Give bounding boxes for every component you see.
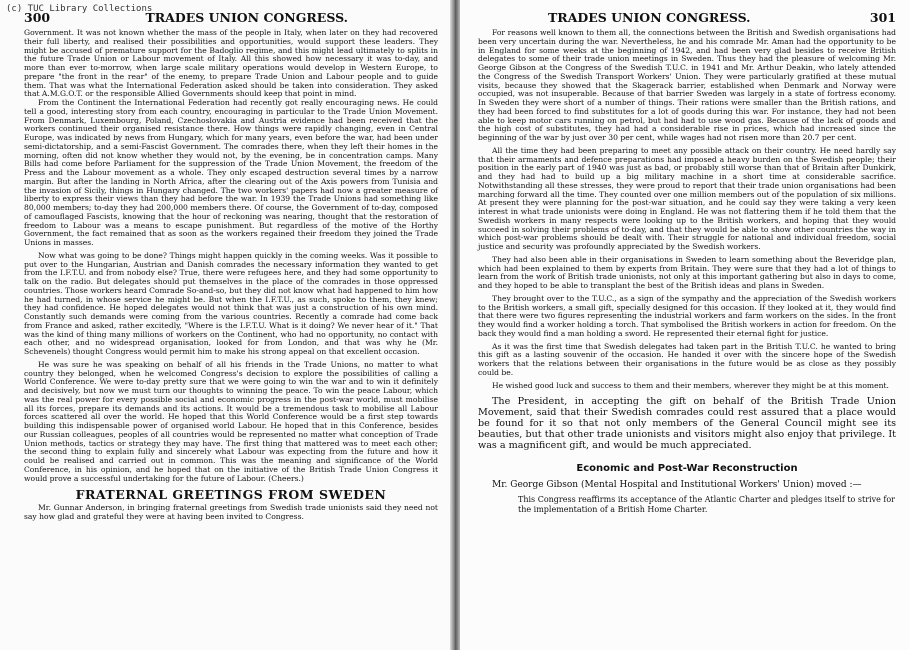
mover-line: Mr. George Gibson (Mental Hospital and Institutional Workers' Union) moved :—	[492, 480, 862, 491]
paragraph: As it was the first time that Swedish delegates had taken part in the British T.U.C. he wanted to bring this gift as a lasting souvenir of the occasion. He handed it over with the sincere hope of the Swedish workers that the relations between their organisations in the future would be as close as they possibly could be.	[478, 341, 896, 377]
paragraph: Now what was going to be done? Things might happen quickly in the coming weeks. Was it possible to put over to the Hungarian, Austrian and Danish comrades the necessary information they wanted to get from the I.F.T.U. and from nobody else? True, there were refugees here, and they had some opportunity to talk on the radio. But delegates should put themselves in the place of the comrades in those oppressed countries. Those workers heard Comrade So-and-so, but they did not know what had happened to him how he had turned, in whose service he might be. But when the I.F.T.U., as such, spoke to them, they knew; they had confidence. He hoped delegates would not think that was just a construction of his own mind. Constantly such demands were coming from the various countries. Recently a comrade had come back from France and asked, rather excitedly, "Where is the I.F.T.U. What is it doing? We never hear of it." That was the kind of thing many millions of workers on the Continent, who had no opportunity, no contact with each other, and no widespread organisation, looked for from London, and that was why he (Mr. Schevenels) thought Congress would permit him to make his strong appeal on that excellent occasion.	[24, 250, 438, 356]
paragraph: Government. It was not known whether the mass of the people in Italy, when later on they had recovered their full liberty, and realised their possibilities and opportunities, would support these leaders. They might be accused of premature support for the Badoglio regime, and this might lead ultimately to splits in the future Trade Union or Labour movement of Italy. All this showed how necessary it was to-day, and more than ever to-morrow, when large scale military operations would develop in Western Europe, to prepare "the front in the rear" of the enemy, to prepare Trade Union and Labour people and to guide them. That was what the International Federation asked should be taken into consideration. They asked that A.M.G.O.T. or the responsible Allied Governments should keep that point in mind.	[24, 28, 438, 99]
paragraph: They brought over to the T.U.C., as a sign of the sympathy and the appreciation of the Swedish workers to the British workers, a small gift, specially designed for this occasion. If they looked at it, they would find that there were two figures representing the industrial workers and farm workers on the sides. In the front they would find a worker holding a torch. That symbolised the British workers in action for freedom. On the back they would find a man holding a sword. He represented their eternal fight for justice.	[478, 293, 896, 338]
motion-text: This Congress reaffirms its acceptance of the Atlantic Charter and pledges itself to strive for the implementation of a British Home Charter.	[518, 495, 896, 515]
paragraph: Mr. Gunnar Anderson, in bringing fraternal greetings from Swedish trade unionists said they need not say how glad and grateful they were at having been invited to Congress.	[24, 503, 438, 521]
section-title: FRATERNAL GREETINGS FROM SWEDEN	[75, 487, 387, 503]
right-page-header	[478, 10, 896, 25]
right-page	[460, 0, 910, 650]
watermark: (c) TUC Library Collections	[6, 4, 153, 14]
page-number: 300	[24, 10, 51, 25]
running-title: TRADES UNION CONGRESS.	[145, 10, 348, 25]
paragraph: They had also been able in their organisations in Sweden to learn something about the Beveridge plan, which had been explained to them by experts from Britain. They were sure that they had a lot of things to learn from the work of British trade unionists, not only at this important gathering but also in days to come, and they hoped to be able to transplant the best of the British ideas and plans in Sweden.	[478, 254, 896, 290]
paragraph: For reasons well known to them all, the connections between the British and Swedish organisations had been very uncertain during the war. Nevertheless, he and his comrade Mr. Aman had the opportunity to be in England for some weeks at the beginning of 1942, and had been very glad besides to receive British delegates to some of their trade union meetings in Sweden. Thus they had the pleasure of welcoming Mr. George Gibson at the Congress of the Swedish T.U.C. in 1941 and Mr. Arthur Deakin, who lately attended the Congress of the Swedish Transport Workers' Union. They were particularly gratified at these mutual visits, because they showed that the Skagerack barrier, established when Denmark and Norway were occupied, was not insuperable. Because of that barrier Sweden was largely in a state of fortress economy. In Sweden they were short of a number of things. Their rations were smaller than the British rations, and they had been forced to find substitutes for a lot of goods during this war. For instance, they had not been able to keep motor cars running on petrol, but had had to use wood gas. Because of the lack of goods and the high cost of substitutes, they had had a considerable rise in prices, which had increased since the beginning of the war by just over 30 per cent, while wages had not risen more than 20.7 per cent.	[478, 28, 896, 142]
running-title: TRADES UNION CONGRESS.	[548, 10, 751, 25]
president-paragraph: The President, in accepting the gift on behalf of the British Trade Union Movement, said that their Swedish comrades could rest assured that a place would be found for it so that not only members of the General Council might see its beauties, but that other trade unionists and visitors might also enjoy that privilege. It was a magnificent gift, and would be much appreciated.	[478, 396, 896, 452]
subsection-title: Economic and Post-War Reconstruction	[576, 463, 798, 475]
left-page	[0, 0, 450, 650]
paragraph: All the time they had been preparing to meet any possible attack on their country. He need hardly say that their armaments and defence preparations had imposed a heavy burden on the Swedish people; their position in the early part of 1940 was just as bad, or probably still worse than that of Britain after Dunkirk, and they had had to build up a big military machine in a short time at considerable sacrifice. Notwithstanding all these stresses, they were proud to report that their trade union organisations had been marching forward all the time. They counted over one million members out of the population of six millions. At present they were planning for the post-war situation, and he could say they were taking a very keen interest in what trade unionists were doing in England. He was not flattering them if he told them that the Swedish workers in many respects were looking up to the British workers, and hoping that they would succeed in solving their problems of to-day, and that they would be able to show other countries the way in which post-war problems should be dealt with. Their struggle for national and individual freedom, social justice and security was profoundly appreciated by the Swedish workers.	[478, 145, 896, 251]
book-gutter	[450, 0, 460, 650]
page-number: 301	[869, 10, 896, 25]
paragraph: He was sure he was speaking on behalf of all his friends in the Trade Unions, no matter to what country they belonged, when he welcomed Congress's decision to explore the possibilities of calling a World Conference. We were to-day pretty sure that we were going to win the war and to win it definitely and decisively, but now we must turn our thoughts to winning the peace. To win the peace Labour, which was the real power for every possible social and economic progress in the post-war world, must mobilise all its forces, prepare its demands and its actions. It would be a tremendous task to mobilise all Labour forces scattered all over the world. He hoped that this World Conference would be a first step towards building this indispensable power of organised world Labour. He hoped that in this Conference, besides our Russian colleagues, peoples of all countries would be represented no matter what conception of Trade Union methods, tactics or strategy they may have. The first thing that mattered was to meet each other; the second thing to explain fully and sincerely what Labour was expecting from the future and how it could be realised and carried out in common. This was the meaning and significance of the World Conference, in his opinion, and he hoped that on the initiative of the British Trade Union Congress it would prove a successful undertaking for the future of Labour. (Cheers.)	[24, 359, 438, 483]
paragraph: He wished good luck and success to them and their members, wherever they might be at this moment.	[492, 380, 889, 390]
paragraph: From the Continent the International Federation had recently got really encouraging news. He could tell a good, interesting story from each country, encouraging in particular to the Trade Union Movement. From Denmark, Luxembourg, Poland, Czechoslovakia and Austria evidence had been received that the workers continued their organised resistance there. How things were rapidly changing, even in Central Europe, was indicated by news from Hungary, which for many years, even before the war, had been under semi-dictatorship, and a semi-Fascist Government. The comrades there, when they left their homes in the morning, often did not know whether they would not, by the evening, be in concentration camps. Many Bills had come before Parliament for the suppression of the Trade Union Movement, the freedom of the Press and the Labour movement as a whole. They only escaped destruction several times by a narrow margin. But after the landing in North Africa, after the clearing out of the Axis powers from Tunisia and the invasion of Sicily, things in Hungary changed. The two workers' papers had now a greater measure of liberty to express their views than they had before the war. In 1939 the Trade Unions had something like 80,000 members; to-day they had 200,000 members there. Of course, the Government of to-day, composed of camouflaged Fascists, knowing that the hour of reckoning was nearing, thought that the restoration of freedom to Labour was a means to escape punishment. But regardless of the motive of the Horthy Government, the fact remained that as soon as the workers regained their freedom they joined the Trade Unions in masses.	[24, 98, 438, 247]
